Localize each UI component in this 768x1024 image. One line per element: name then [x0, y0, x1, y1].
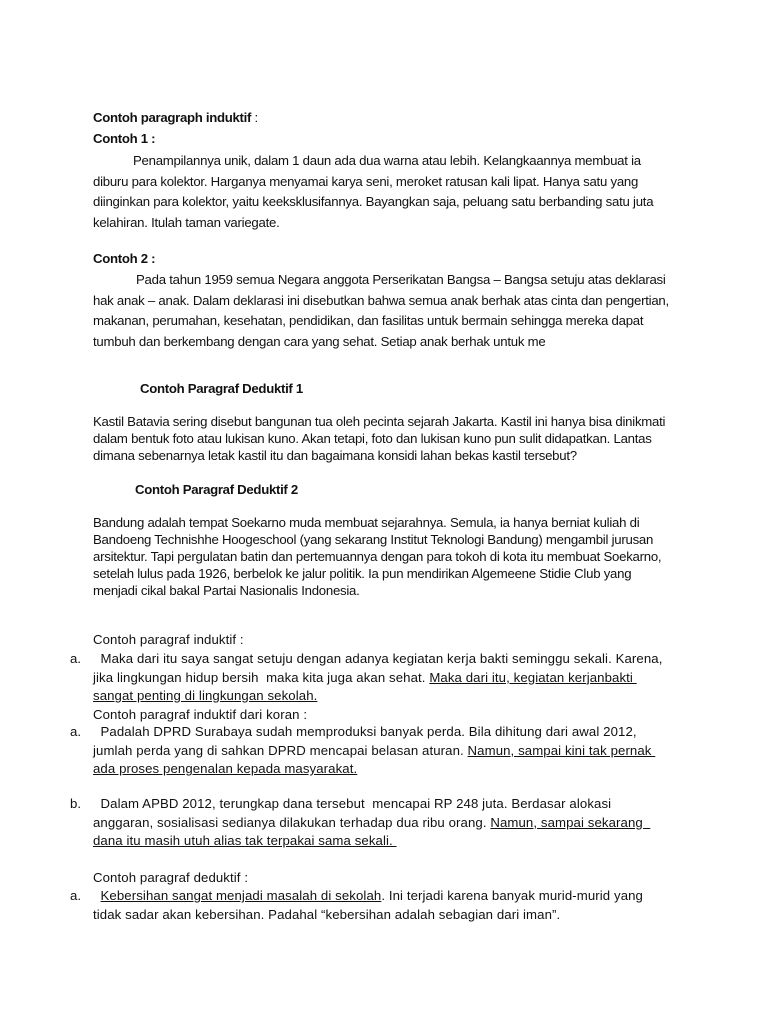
koran-item-b [93, 795, 650, 851]
list-item-line: tidak sadar akan kebersihan. Padahal “kebersihan adalah sebagian dari iman”. [93, 906, 561, 922]
list-item-line: Dalam APBD 2012, terungkap dana tersebut mencapai RP 248 juta. Berdasar alokasi [93, 796, 612, 811]
paragraph-line: arsitektur. Tapi pergulatan batin dan pertemuannya dengan para tokoh di kota itu membuat Soekarno, [93, 549, 662, 564]
underlined-text: ada proses pengenalan kepada masyarakat. [93, 761, 358, 776]
paragraph-line: Bandung adalah tempat Soekarno muda membuat sejarahnya. Semula, ia hanya berniat kuliah di [93, 515, 640, 530]
list-marker: a. [70, 888, 82, 903]
paragraph-line: diinginkan para kolektor, yaitu keeksklusifannya. Bayangkan saja, peluang satu berbanding satu juta [93, 194, 654, 209]
contoh-2-heading: Contoh 2 : [93, 251, 156, 266]
underlined-text: dana itu masih utuh alias tak terpakai sama sekali. [93, 833, 397, 848]
deduktif-1-heading: Contoh Paragraf Deduktif 1 [140, 381, 303, 396]
paragraph-line: Penampilannya unik, dalam 1 daun ada dua warna atau lebih. Kelangkaannya membuat ia [133, 153, 641, 168]
deduktif-list-heading: Contoh paragraf deduktif : [93, 870, 249, 885]
paragraph-line: hak anak – anak. Dalam deklarasi ini disebutkan bahwa semua anak berhak atas cinta dan pengertian, [93, 292, 669, 308]
paragraph-line: kelahiran. Itulah taman variegate. [93, 214, 280, 230]
koran-item-a [93, 723, 655, 779]
list-marker: a. [70, 651, 82, 666]
list-marker: a. [70, 724, 82, 739]
paragraph-line: dalam bentuk foto atau lukisan kuno. Akan tetapi, foto dan lukisan kuno pun sulit didapatkan. Lantas [93, 431, 652, 446]
paragraph-line: dimana sebenarnya letak kastil itu dan bagaimana konsidi lahan bekas kastil tersebut? [93, 448, 577, 463]
induktif-item-a [93, 650, 662, 706]
paragraph-line: makanan, perumahan, kesehatan, pendidikan, dan fasilitas untuk bermain sehingga mereka dapat [93, 313, 644, 328]
underlined-text: Namun, sampai sekarang [490, 814, 651, 830]
list-item-line [93, 669, 662, 688]
title-colon: : [251, 110, 258, 125]
title-text: Contoh paragraph induktif [93, 110, 252, 125]
list-item-line: Maka dari itu saya sangat setuju dengan adanya kegiatan kerja bakti seminggu sekali. Karena, [93, 651, 663, 666]
list-item-line [93, 832, 650, 851]
contoh-1-paragraph [93, 151, 653, 233]
list-item-line [93, 742, 655, 761]
list-item-line: Padalah DPRD Surabaya sudah memproduksi banyak perda. Bila dihitung dari awal 2012, [93, 724, 637, 739]
underlined-text: Maka dari itu, kegiatan kerjanbakti [429, 669, 637, 685]
document-title [93, 110, 258, 125]
list-item-line [93, 887, 643, 906]
paragraph-line: Kastil Batavia sering disebut bangunan tua oleh pecinta sejarah Jakarta. Kastil ini hanya bisa dinikmati [93, 414, 666, 429]
underlined-text: Kebersihan sangat menjadi masalah di sekolah [100, 888, 382, 903]
paragraph-line: setelah lulus pada 1926, berbelok ke jalur politik. Ia pun mendirikan Algemeene Stidie Club yang [93, 566, 632, 581]
deduktif-2-paragraph [93, 514, 661, 599]
list-item-line [93, 814, 650, 833]
list-item-line [93, 760, 655, 779]
plain-text [93, 888, 101, 903]
plain-text: jika lingkungan hidup bersih maka kita juga akan sehat. [93, 669, 430, 685]
contoh-2-paragraph [93, 270, 669, 352]
list-marker: b. [70, 796, 82, 811]
underlined-text: Namun, sampai kini tak pernak [467, 742, 656, 758]
paragraph-line: Bandoeng Technishhe Hoogeschool (yang sekarang Institut Teknologi Bandung) mengambil jurusan [93, 532, 654, 547]
koran-list-heading: Contoh paragraf induktif dari koran : [93, 707, 308, 722]
deduktif-2-heading: Contoh Paragraf Deduktif 2 [135, 482, 298, 497]
plain-text: jumlah perda yang di sahkan DPRD mencapai belasan aturan. [93, 742, 468, 758]
contoh-1-heading: Contoh 1 : [93, 131, 156, 146]
paragraph-line: tumbuh dan berkembang dengan cara yang sehat. Setiap anak berhak untuk me [93, 333, 546, 349]
paragraph-line: Pada tahun 1959 semua Negara anggota Perserikatan Bangsa – Bangsa setuju atas deklarasi [136, 272, 666, 287]
underlined-text: sangat penting di lingkungan sekolah. [93, 688, 318, 703]
induktif-list-heading: Contoh paragraf induktif : [93, 632, 244, 647]
paragraph-line: menjadi cikal bakal Partai Nasionalis Indonesia. [93, 583, 360, 598]
list-item-line [93, 687, 662, 706]
plain-text: anggaran, sosialisasi sedianya dilakukan terhadap dua ribu orang. [93, 814, 491, 830]
paragraph-line: diburu para kolektor. Harganya menyamai karya seni, meroket ratusan kali lipat. Hanya satu yang [93, 173, 639, 189]
deduktif-1-paragraph [93, 413, 665, 464]
deduktif-item-a [93, 887, 643, 924]
plain-text: . Ini terjadi karena banyak murid-murid yang [381, 888, 643, 903]
